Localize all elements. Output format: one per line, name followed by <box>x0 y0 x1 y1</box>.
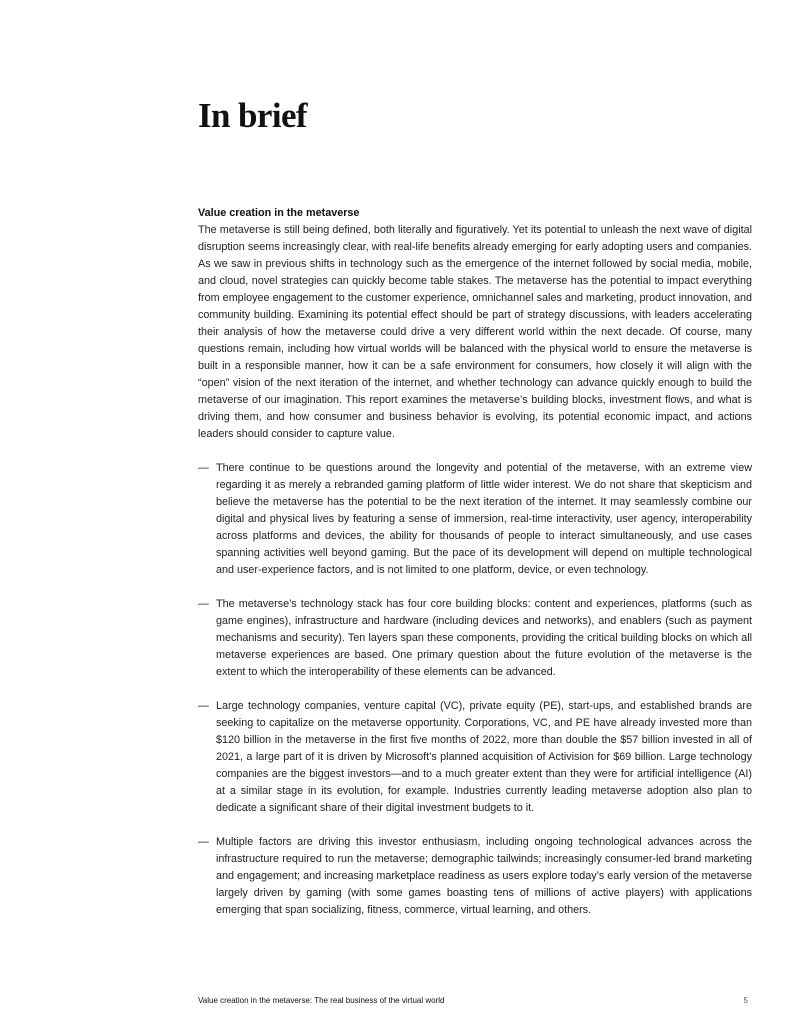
bullet-item-4 <box>198 834 752 919</box>
bullet-item-3 <box>198 698 752 817</box>
page-number: 5 <box>743 996 748 1005</box>
bullet-text: There continue to be questions around the longevity and potential of the metaverse, with an extreme view regarding it as merely a rebranded gaming platform of little wider interest. We do not share that skepticism and believe the metaverse has the potential to be the next iteration of the internet. It may seamlessly combine our digital and physical lives by featuring a sense of immersion, real-time interactivity, user agency, interoperability across platforms and devices, the ability for thousands of people to interact simultaneously, and use cases spanning activities well beyond gaming. But the pace of its development will depend on multiple technological and user-experience factors, and is not limited to one platform, device, or even technology. <box>216 462 752 576</box>
bullet-item-2 <box>198 596 752 681</box>
bullet-text: The metaverse’s technology stack has four core building blocks: content and experiences, platforms (such as game engines), infrastructure and hardware (including devices and networks), and enablers (such as payment mechanisms and security). Ten layers span these components, providing the critical building blocks on which all metaverse experiences are based. One primary question about the future evolution of the metaverse is the extent to which the interoperability of these elements can be advanced. <box>216 598 752 678</box>
page-title: In brief <box>198 96 307 135</box>
footer-publication-title: Value creation in the metaverse: The real business of the virtual world <box>198 996 445 1005</box>
bullet-dash: — <box>198 700 209 712</box>
bullet-dash: — <box>198 836 209 848</box>
bullet-list <box>198 460 752 919</box>
section-heading: Value creation in the metaverse <box>198 207 360 219</box>
bullet-dash: — <box>198 462 209 474</box>
bullet-text: Large technology companies, venture capital (VC), private equity (PE), start-ups, and established brands are seeking to capitalize on the metaverse opportunity. Corporations, VC, and PE have already invested more than $120 billion in the metaverse in the first five months of 2022, more than double the $57 billion invested in all of 2021, a large part of it is driven by Microsoft’s planned acquisition of Activision for $69 billion. Large technology companies are the biggest investors—and to a much greater extent than they were for artificial intelligence (AI) at a similar stage in its evolution, for example. Industries currently leading metaverse adoption also plan to dedicate a significant share of their digital investment budgets to it. <box>216 700 752 814</box>
bullet-item-1 <box>198 460 752 579</box>
intro-paragraph: The metaverse is still being defined, both literally and figuratively. Yet its potential to unleash the next wave of digital disruption seems increasingly clear, with real-life benefits already emerging for early adopting users and companies. As we saw in previous shifts in technology such as the emergence of the internet followed by social media, mobile, and cloud, novel strategies can quickly become table stakes. The metaverse has the potential to impact everything from employee engagement to the customer experience, omnichannel sales and marketing, product innovation, and community building. Examining its potential effect should be part of strategy discussions, with leaders accelerating their analysis of how the metaverse could drive a very different world within the next decade. Of course, many questions remain, including how virtual worlds will be balanced with the physical world to ensure the metaverse is built in a responsible manner, how it can be a safe environment for consumers, how closely it will align with the “open” vision of the next iteration of the internet, and whether technology can advance quickly enough to build the metaverse of our imagination. This report examines the metaverse’s building blocks, investment flows, and what is driving them, and how consumer and business behavior is evolving, its potential economic impact, and actions leaders should consider to capture value. <box>198 224 752 440</box>
main-content <box>198 205 752 919</box>
bullet-dash: — <box>198 598 209 610</box>
bullet-text: Multiple factors are driving this investor enthusiasm, including ongoing technological advances across the infrastructure required to run the metaverse; demographic tailwinds; increasingly consumer-led brand marketing and engagement; and increasing marketplace readiness as users explore today’s early version of the metaverse largely driven by gaming (with some games boasting tens of millions of active players) with applications emerging that span socializing, fitness, commerce, virtual learning, and others. <box>216 836 752 916</box>
